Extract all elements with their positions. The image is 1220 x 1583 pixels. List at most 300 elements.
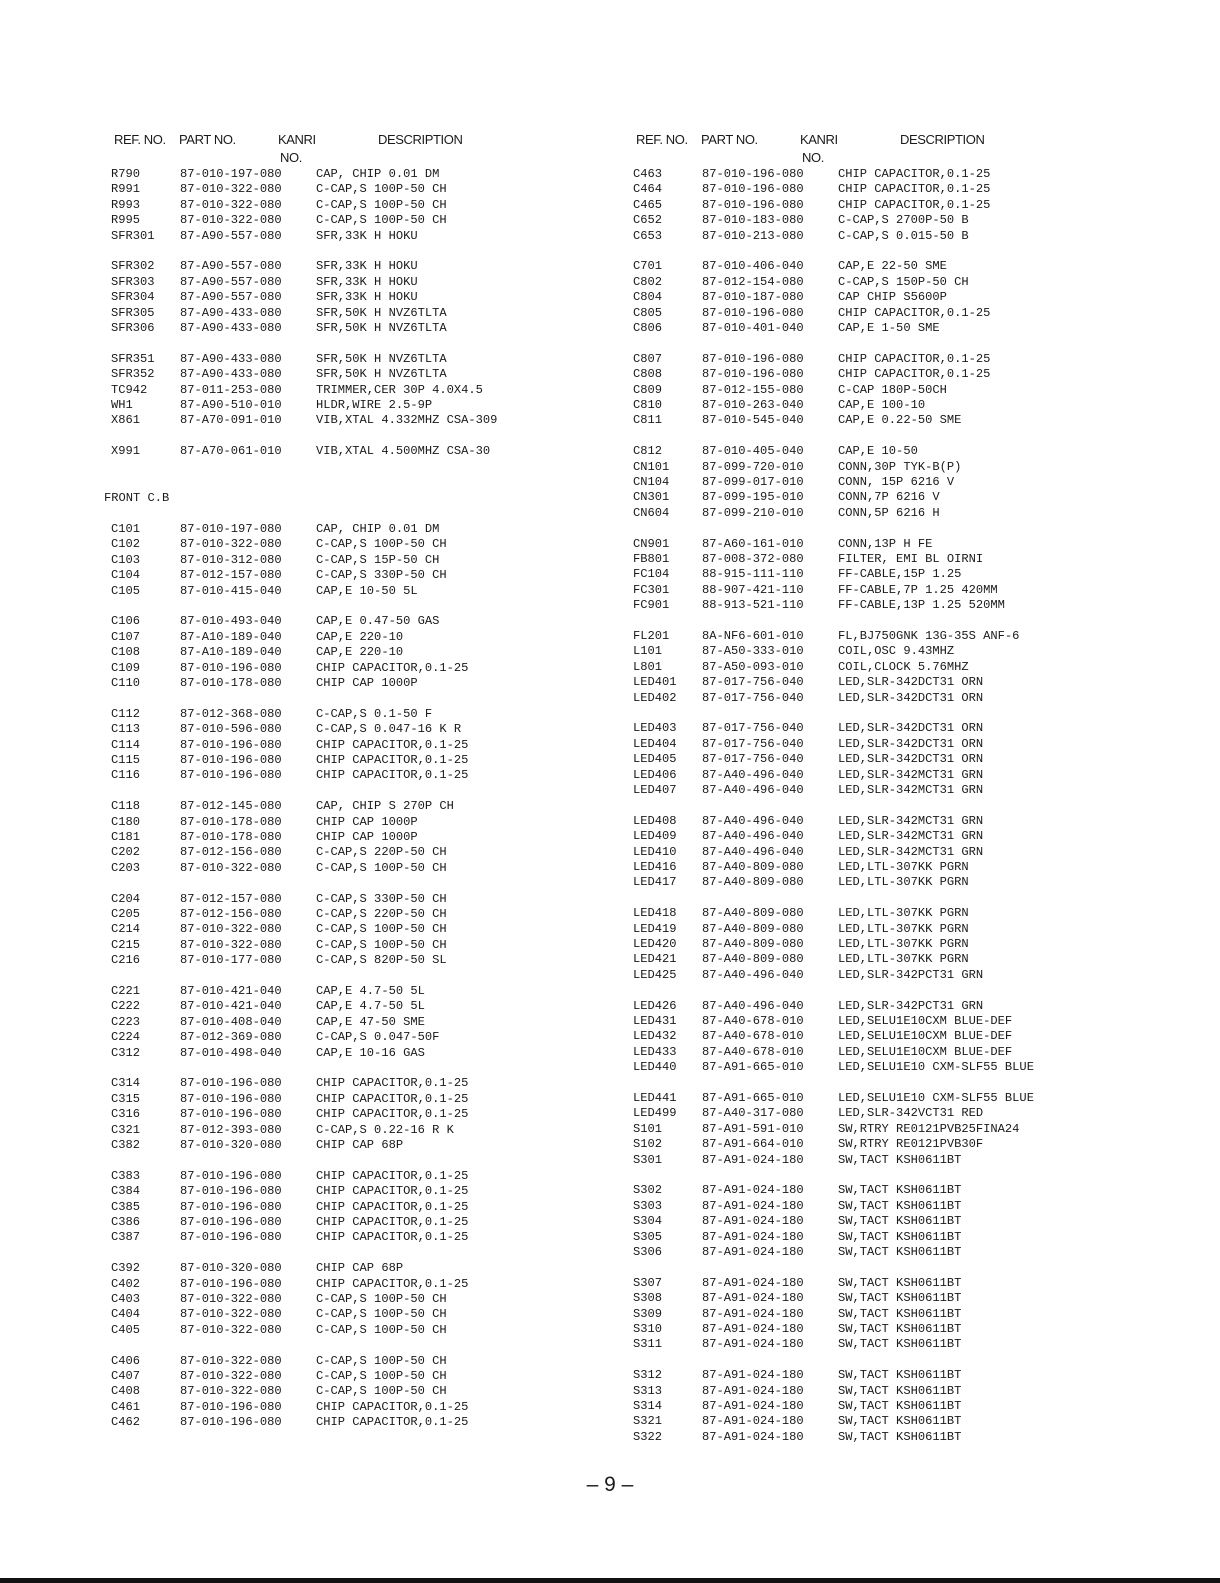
description-cell: C-CAP,S 150P-50 CH [838, 274, 969, 289]
ref-no-cell: C810 [633, 398, 663, 412]
part-no-cell: 87-010-421-040 [180, 984, 282, 998]
part-no-cell: 87-010-196-080 [702, 367, 804, 382]
description-cell: FILTER, EMI BL OIRNI [838, 552, 984, 566]
ref-no-cell: R991 [111, 182, 141, 197]
description-cell: CHIP CAPACITOR,0.1-25 [316, 1276, 469, 1291]
ref-no-cell: LED403 [633, 721, 677, 736]
ref-no-cell: LED418 [633, 906, 677, 921]
description-cell: SFR,50K H NVZ6TLTA [316, 305, 447, 320]
header-part-no: PART NO. [179, 132, 236, 147]
ref-no-cell: C386 [111, 1215, 141, 1229]
description-cell: SW,TACT KSH0611BT [838, 1368, 962, 1383]
part-no-cell: 87-010-322-080 [180, 1369, 282, 1383]
ref-no-cell: FC104 [633, 567, 670, 582]
ref-no-cell: SFR304 [111, 290, 155, 305]
part-no-cell: 87-010-177-080 [180, 953, 282, 968]
part-no-cell: 87-A40-809-080 [702, 921, 804, 936]
part-no-cell: 87-010-178-080 [180, 676, 282, 690]
description-cell: LED,SLR-342PCT31 GRN [838, 998, 984, 1013]
part-no-cell: 87-A40-678-010 [702, 1044, 804, 1059]
ref-no-cell: C405 [111, 1322, 141, 1337]
description-cell: C-CAP,S 100P-50 CH [316, 937, 447, 952]
ref-no-cell: C181 [111, 830, 141, 844]
ref-no-cell: X861 [111, 413, 141, 428]
part-no-cell: 87-010-196-080 [180, 1415, 282, 1430]
ref-no-cell: C461 [111, 1399, 141, 1414]
description-cell: SW,TACT KSH0611BT [838, 1414, 962, 1429]
part-no-cell: 87-010-322-080 [180, 1307, 282, 1322]
header-kanri: KANRI [278, 132, 316, 147]
part-no-cell: 87-A90-510-010 [180, 398, 282, 412]
part-no-cell: 87-A40-496-040 [702, 844, 804, 859]
part-no-cell: 87-010-196-080 [702, 167, 804, 181]
part-no-cell: 87-012-157-080 [180, 568, 282, 583]
ref-no-cell: LED420 [633, 937, 677, 951]
description-cell: SW,TACT KSH0611BT [838, 1383, 962, 1398]
description-cell: SW,TACT KSH0611BT [838, 1306, 962, 1321]
ref-no-cell: C223 [111, 1014, 141, 1029]
description-cell: CAP,E 100-10 [838, 398, 926, 412]
ref-no-cell: C408 [111, 1384, 141, 1399]
description-cell: C-CAP,S 100P-50 CH [316, 1353, 447, 1368]
ref-no-cell: LED432 [633, 1029, 677, 1044]
ref-no-cell: C109 [111, 660, 141, 675]
description-cell: SFR,50K H NVZ6TLTA [316, 367, 447, 382]
description-cell: CHIP CAPACITOR,0.1-25 [316, 1091, 469, 1106]
description-cell: SFR,33K H HOKU [316, 290, 418, 305]
ref-no-cell: C383 [111, 1168, 141, 1183]
ref-no-cell: LED410 [633, 844, 677, 859]
description-cell: CHIP CAPACITOR,0.1-25 [316, 1215, 469, 1229]
description-cell: SFR,33K H HOKU [316, 228, 418, 243]
description-cell: CAP,E 10-50 5L [316, 583, 418, 598]
description-cell: LED,SLR-342DCT31 ORN [838, 690, 984, 705]
description-cell: C-CAP,S 220P-50 CH [316, 907, 447, 921]
ref-no-cell: C204 [111, 891, 141, 906]
description-cell: SW,TACT KSH0611BT [838, 1429, 962, 1444]
ref-no-cell: LED408 [633, 813, 677, 828]
ref-no-cell: C205 [111, 907, 141, 921]
part-no-cell: 87-A40-496-040 [702, 783, 804, 797]
description-cell: TRIMMER,CER 30P 4.0X4.5 [316, 382, 483, 397]
header-description: DESCRIPTION [378, 132, 463, 147]
part-no-cell: 87-017-756-040 [702, 675, 804, 690]
ref-no-cell: C382 [111, 1138, 141, 1152]
description-cell: CHIP CAPACITOR,0.1-25 [316, 768, 469, 783]
part-no-cell: 87-A40-496-040 [702, 967, 804, 982]
description-cell: LED,LTL-307KK PGRN [838, 906, 969, 921]
ref-no-cell: FC901 [633, 598, 670, 613]
ref-no-cell: R993 [111, 197, 141, 212]
ref-no-cell: TC942 [111, 382, 148, 397]
part-no-cell: 87-A10-189-040 [180, 629, 282, 644]
description-cell: CHIP CAP 68P [316, 1261, 404, 1276]
part-no-cell: 87-A60-161-010 [702, 536, 804, 551]
ref-no-cell: LED409 [633, 829, 677, 844]
ref-no-cell: C463 [633, 167, 663, 181]
ref-no-cell: C384 [111, 1184, 141, 1199]
part-no-cell: 87-010-493-040 [180, 614, 282, 629]
description-cell: CAP,E 0.22-50 SME [838, 413, 962, 428]
part-no-cell: 87-A91-024-180 [702, 1183, 804, 1198]
description-cell: VIB,XTAL 4.500MHZ CSA-30 [316, 444, 491, 459]
ref-no-cell: SFR301 [111, 228, 155, 243]
ref-no-cell: S307 [633, 1275, 663, 1290]
description-cell: CHIP CAPACITOR,0.1-25 [316, 737, 469, 752]
description-cell: LED,LTL-307KK PGRN [838, 921, 969, 936]
ref-no-cell: C214 [111, 922, 141, 937]
ref-no-cell: C215 [111, 937, 141, 952]
ref-no-cell: LED431 [633, 1014, 677, 1028]
ref-no-cell: S302 [633, 1183, 663, 1198]
description-cell: SFR,50K H NVZ6TLTA [316, 321, 447, 335]
part-no-cell: 87-017-756-040 [702, 752, 804, 767]
description-cell: CHIP CAPACITOR,0.1-25 [316, 753, 469, 767]
part-no-cell: 87-A40-678-010 [702, 1014, 804, 1028]
part-no-cell: 87-010-320-080 [180, 1261, 282, 1276]
ref-no-cell: SFR302 [111, 259, 155, 274]
ref-no-cell: C108 [111, 645, 141, 660]
ref-no-cell: C224 [111, 1030, 141, 1045]
ref-no-cell: C180 [111, 814, 141, 829]
ref-no-cell: C407 [111, 1369, 141, 1383]
part-no-cell: 87-010-196-080 [180, 1215, 282, 1229]
description-cell: C-CAP,S 100P-50 CH [316, 1384, 447, 1399]
description-cell: C-CAP,S 100P-50 CH [316, 182, 447, 197]
part-no-cell: 87-010-196-080 [180, 1107, 282, 1122]
ref-no-cell: SFR351 [111, 351, 155, 366]
ref-no-cell: C118 [111, 799, 141, 814]
description-cell: SW,TACT KSH0611BT [838, 1337, 962, 1352]
ref-no-cell: LED419 [633, 921, 677, 936]
ref-no-cell: C203 [111, 860, 141, 875]
part-no-cell: 87-010-322-080 [180, 213, 282, 228]
part-no-cell: 87-012-393-080 [180, 1122, 282, 1137]
description-cell: CAP,E 4.7-50 5L [316, 984, 425, 998]
part-no-cell: 87-A90-433-080 [180, 321, 282, 335]
description-cell: C-CAP,S 100P-50 CH [316, 922, 447, 937]
ref-no-cell: C406 [111, 1353, 141, 1368]
ref-no-cell: C807 [633, 351, 663, 366]
description-cell: C-CAP,S 100P-50 CH [316, 1322, 447, 1337]
description-cell: SW,RTRY RE0121PVB25FINA24 [838, 1121, 1020, 1136]
description-cell: C-CAP,S 220P-50 CH [316, 845, 447, 860]
description-cell: C-CAP,S 100P-50 CH [316, 1369, 447, 1383]
part-no-cell: 87-A70-091-010 [180, 413, 282, 428]
ref-no-cell: C115 [111, 753, 141, 767]
ref-no-cell: FC301 [633, 582, 670, 597]
part-no-cell: 87-A40-496-040 [702, 998, 804, 1013]
description-cell: SW,TACT KSH0611BT [838, 1291, 962, 1306]
part-no-cell: 87-A40-809-080 [702, 937, 804, 951]
description-cell: C-CAP,S 100P-50 CH [316, 197, 447, 212]
header-kanri-no: NO. [280, 150, 302, 165]
part-no-cell: 87-010-196-080 [180, 660, 282, 675]
part-no-cell: 87-010-406-040 [702, 259, 804, 274]
part-no-cell: 87-A91-024-180 [702, 1383, 804, 1398]
part-no-cell: 87-010-196-080 [702, 182, 804, 197]
ref-no-cell: S102 [633, 1137, 663, 1152]
part-no-cell: 87-012-156-080 [180, 845, 282, 860]
description-cell: CAP,E 22-50 SME [838, 259, 947, 274]
part-no-cell: 8A-NF6-601-010 [702, 629, 804, 643]
part-no-cell: 87-010-263-040 [702, 398, 804, 412]
part-no-cell: 87-010-320-080 [180, 1138, 282, 1152]
description-cell: CHIP CAPACITOR,0.1-25 [838, 305, 991, 320]
ref-no-cell: C404 [111, 1307, 141, 1322]
description-cell: CONN, 15P 6216 V [838, 475, 955, 489]
description-cell: CHIP CAPACITOR,0.1-25 [316, 1399, 469, 1414]
description-cell: CONN,5P 6216 H [838, 505, 940, 520]
part-no-cell: 87-A40-496-040 [702, 829, 804, 844]
page-number: – 9 – [586, 1473, 634, 1496]
description-cell: CONN,7P 6216 V [838, 490, 940, 505]
ref-no-cell: FL201 [633, 629, 670, 643]
description-cell: LED,SLR-342VCT31 RED [838, 1106, 984, 1121]
description-cell: CONN,13P H FE [838, 536, 933, 551]
description-cell: C-CAP,S 0.047-50F [316, 1030, 440, 1045]
description-cell: LED,SELU1E10 CXM-SLF55 BLUE [838, 1091, 1034, 1105]
part-no-cell: 87-A40-678-010 [702, 1029, 804, 1044]
description-cell: C-CAP,S 330P-50 CH [316, 568, 447, 583]
part-no-cell: 87-010-196-080 [702, 305, 804, 320]
part-no-cell: 87-A40-809-080 [702, 906, 804, 921]
ref-no-cell: C653 [633, 228, 663, 243]
description-cell: CAP, CHIP 0.01 DM [316, 522, 440, 536]
part-no-cell: 87-A90-557-080 [180, 274, 282, 289]
ref-no-cell: C216 [111, 953, 141, 968]
part-no-cell: 87-A91-024-180 [702, 1414, 804, 1429]
ref-no-cell: LED499 [633, 1106, 677, 1121]
ref-no-cell: S101 [633, 1121, 663, 1136]
part-no-cell: 87-A91-024-180 [702, 1368, 804, 1383]
description-cell: CAP,E 0.47-50 GAS [316, 614, 440, 629]
ref-no-cell: C316 [111, 1107, 141, 1122]
ref-no-cell: C802 [633, 274, 663, 289]
description-cell: CHIP CAPACITOR,0.1-25 [316, 1107, 469, 1122]
description-cell: C-CAP,S 2700P-50 B [838, 213, 969, 228]
part-no-cell: 87-010-322-080 [180, 197, 282, 212]
ref-no-cell: R995 [111, 213, 141, 228]
part-no-cell: 87-099-210-010 [702, 505, 804, 520]
description-cell: CAP,E 1-50 SME [838, 321, 940, 335]
ref-no-cell: S310 [633, 1322, 663, 1336]
ref-no-cell: S309 [633, 1306, 663, 1321]
description-cell: SW,TACT KSH0611BT [838, 1183, 962, 1198]
description-cell: CAP,E 10-50 [838, 444, 918, 459]
description-cell: LED,SLR-342MCT31 GRN [838, 767, 984, 782]
part-no-cell: 87-A91-024-180 [702, 1245, 804, 1259]
ref-no-cell: S311 [633, 1337, 663, 1352]
part-no-cell: 87-010-196-080 [180, 1399, 282, 1414]
part-no-cell: 87-A40-809-080 [702, 952, 804, 967]
ref-no-cell: WH1 [111, 398, 133, 412]
part-no-cell: 87-010-197-080 [180, 167, 282, 181]
description-cell: CONN,30P TYK-B(P) [838, 459, 962, 474]
ref-no-cell: C112 [111, 706, 141, 721]
part-no-cell: 87-010-405-040 [702, 444, 804, 459]
part-no-cell: 87-A90-557-080 [180, 259, 282, 274]
description-cell: LED,SLR-342DCT31 ORN [838, 675, 984, 690]
ref-no-cell: LED406 [633, 767, 677, 782]
part-no-cell: 87-010-322-080 [180, 937, 282, 952]
ref-no-cell: C808 [633, 367, 663, 382]
ref-no-cell: C464 [633, 182, 663, 197]
ref-no-cell: C387 [111, 1230, 141, 1245]
part-no-cell: 87-010-196-080 [180, 1230, 282, 1245]
description-cell: CHIP CAPACITOR,0.1-25 [838, 182, 991, 197]
part-no-cell: 87-A40-496-040 [702, 767, 804, 782]
ref-no-cell: R790 [111, 167, 141, 181]
part-no-cell: 87-A90-557-080 [180, 290, 282, 305]
description-cell: CHIP CAPACITOR,0.1-25 [316, 1199, 469, 1214]
part-no-cell: 87-A40-809-080 [702, 860, 804, 874]
ref-no-cell: C804 [633, 290, 663, 305]
header-description: DESCRIPTION [900, 132, 985, 147]
ref-no-cell: LED417 [633, 875, 677, 890]
description-cell: CHIP CAPACITOR,0.1-25 [838, 367, 991, 382]
ref-no-cell: LED405 [633, 752, 677, 767]
part-no-cell: 87-099-720-010 [702, 459, 804, 474]
description-cell: C-CAP,S 100P-50 CH [316, 1292, 447, 1306]
description-cell: CAP, CHIP S 270P CH [316, 799, 454, 814]
description-cell: LED,SLR-342DCT31 ORN [838, 721, 984, 736]
part-no-cell: 87-012-368-080 [180, 706, 282, 721]
ref-no-cell: C114 [111, 737, 141, 752]
part-no-cell: 87-012-157-080 [180, 891, 282, 906]
ref-no-cell: C104 [111, 568, 141, 583]
description-cell: CHIP CAP 1000P [316, 830, 418, 844]
ref-no-cell: C392 [111, 1261, 141, 1276]
ref-no-cell: CN301 [633, 490, 670, 505]
part-no-cell: 87-A91-665-010 [702, 1060, 804, 1075]
description-cell: C-CAP 180P-50CH [838, 382, 947, 397]
part-no-cell: 87-A91-024-180 [702, 1229, 804, 1244]
ref-no-cell: LED401 [633, 675, 677, 690]
description-cell: LED,SLR-342MCT31 GRN [838, 783, 984, 797]
part-no-cell: 87-010-498-040 [180, 1045, 282, 1060]
ref-no-cell: S306 [633, 1245, 663, 1259]
part-no-cell: 88-915-111-110 [702, 567, 804, 582]
ref-no-cell: C102 [111, 537, 141, 552]
part-no-cell: 87-010-196-080 [702, 197, 804, 212]
ref-no-cell: C105 [111, 583, 141, 598]
ref-no-cell: SFR305 [111, 305, 155, 320]
description-cell: C-CAP,S 15P-50 CH [316, 552, 440, 567]
ref-no-cell: LED425 [633, 967, 677, 982]
header-kanri-no: NO. [802, 150, 824, 165]
ref-no-cell: C809 [633, 382, 663, 397]
part-no-cell: 87-010-196-080 [180, 1091, 282, 1106]
ref-no-cell: SFR306 [111, 321, 155, 335]
ref-no-cell: C312 [111, 1045, 141, 1060]
ref-no-cell: LED433 [633, 1044, 677, 1059]
description-cell: CHIP CAP 1000P [316, 676, 418, 690]
part-no-cell: 87-A90-433-080 [180, 305, 282, 320]
part-no-cell: 87-010-322-080 [180, 1384, 282, 1399]
description-cell: CAP,E 4.7-50 5L [316, 999, 425, 1014]
part-no-cell: 87-010-401-040 [702, 321, 804, 335]
ref-no-cell: C805 [633, 305, 663, 320]
part-no-cell: 87-A91-024-180 [702, 1214, 804, 1229]
part-no-cell: 87-099-195-010 [702, 490, 804, 505]
part-no-cell: 87-010-178-080 [180, 830, 282, 844]
part-no-cell: 87-010-196-080 [180, 768, 282, 783]
ref-no-cell: C116 [111, 768, 141, 783]
ref-no-cell: C101 [111, 522, 141, 536]
description-cell: SFR,33K H HOKU [316, 259, 418, 274]
ref-no-cell: S321 [633, 1414, 663, 1429]
ref-no-cell: C103 [111, 552, 141, 567]
part-no-cell: 87-010-322-080 [180, 1292, 282, 1306]
part-no-cell: 87-A91-024-180 [702, 1198, 804, 1213]
part-no-cell: 87-A91-024-180 [702, 1306, 804, 1321]
description-cell: C-CAP,S 0.047-16 K R [316, 722, 462, 737]
description-cell: FF-CABLE,7P 1.25 420MM [838, 582, 998, 597]
description-cell: SW,TACT KSH0611BT [838, 1198, 962, 1213]
part-no-cell: 87-010-196-080 [180, 1199, 282, 1214]
ref-no-cell: C106 [111, 614, 141, 629]
description-cell: SW,TACT KSH0611BT [838, 1214, 962, 1229]
description-cell: FL,BJ750GNK 13G-35S ANF-6 [838, 629, 1020, 643]
ref-no-cell: C465 [633, 197, 663, 212]
part-no-cell: 87-010-322-080 [180, 922, 282, 937]
description-cell: LED,SELU1E10CXM BLUE-DEF [838, 1029, 1013, 1044]
description-cell: SFR,33K H HOKU [316, 274, 418, 289]
ref-no-cell: C107 [111, 629, 141, 644]
ref-no-cell: S305 [633, 1229, 663, 1244]
header-ref-no: REF. NO. [636, 132, 688, 147]
ref-no-cell: LED441 [633, 1091, 677, 1105]
ref-no-cell: S303 [633, 1198, 663, 1213]
ref-no-cell: LED426 [633, 998, 677, 1013]
ref-no-cell: C222 [111, 999, 141, 1014]
part-no-cell: 87-010-197-080 [180, 522, 282, 536]
description-cell: CHIP CAPACITOR,0.1-25 [316, 1076, 469, 1091]
description-cell: C-CAP,S 100P-50 CH [316, 1307, 447, 1322]
part-no-cell: 87-010-322-080 [180, 1353, 282, 1368]
description-cell: SW,TACT KSH0611BT [838, 1245, 962, 1259]
ref-no-cell: LED421 [633, 952, 677, 967]
description-cell: C-CAP,S 100P-50 CH [316, 213, 447, 228]
description-cell: VIB,XTAL 4.332MHZ CSA-309 [316, 413, 498, 428]
description-cell: SW,TACT KSH0611BT [838, 1322, 962, 1336]
description-cell: CHIP CAP 1000P [316, 814, 418, 829]
part-no-cell: 87-A70-061-010 [180, 444, 282, 459]
part-no-cell: 87-012-154-080 [702, 274, 804, 289]
description-cell: CHIP CAPACITOR,0.1-25 [316, 1415, 469, 1430]
description-cell: LED,SLR-342PCT31 GRN [838, 967, 984, 982]
part-no-cell: 87-A90-433-080 [180, 351, 282, 366]
description-cell: LED,SLR-342MCT31 GRN [838, 813, 984, 828]
description-cell: C-CAP,S 100P-50 CH [316, 860, 447, 875]
description-cell: C-CAP,S 0.015-50 B [838, 228, 969, 243]
description-cell: SW,TACT KSH0611BT [838, 1229, 962, 1244]
header-part-no: PART NO. [701, 132, 758, 147]
ref-no-cell: CN604 [633, 505, 670, 520]
part-no-cell: 87-A40-809-080 [702, 875, 804, 890]
description-cell: CAP,E 10-16 GAS [316, 1045, 425, 1060]
part-no-cell: 87-010-322-080 [180, 860, 282, 875]
part-no-cell: 87-008-372-080 [702, 552, 804, 566]
part-no-cell: 87-A91-024-180 [702, 1291, 804, 1306]
description-cell: CAP,E 220-10 [316, 629, 404, 644]
part-no-cell: 87-010-596-080 [180, 722, 282, 737]
part-no-cell: 87-A90-433-080 [180, 367, 282, 382]
description-cell: LED,LTL-307KK PGRN [838, 860, 969, 874]
description-cell: C-CAP,S 100P-50 CH [316, 537, 447, 552]
part-no-cell: 87-010-183-080 [702, 213, 804, 228]
